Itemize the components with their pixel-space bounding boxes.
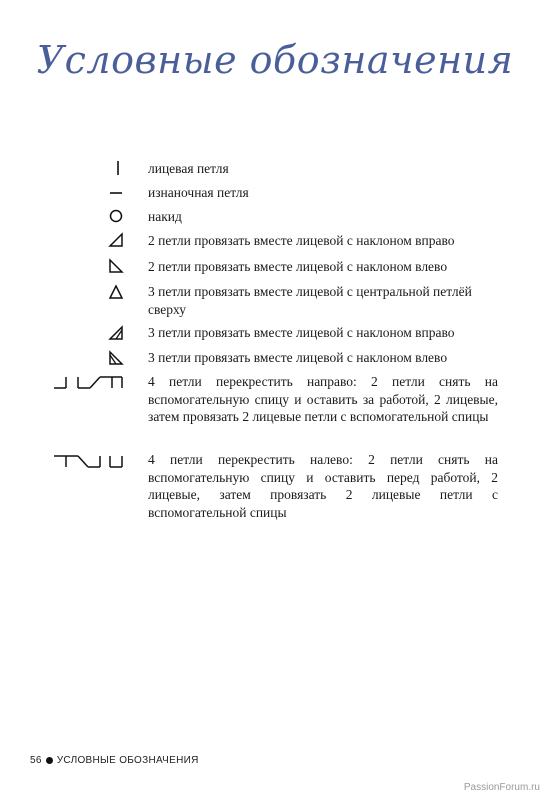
k3tog-left-icon bbox=[108, 350, 124, 366]
legend-item-text: накид bbox=[148, 209, 182, 224]
legend-item-text: 3 петли провязать вместе лицевой с наклоном вправо bbox=[148, 325, 455, 340]
section-name: УСЛОВНЫЕ ОБОЗНАЧЕНИЯ bbox=[56, 755, 199, 766]
watermark: PassionForum.ru bbox=[463, 782, 540, 793]
legend-item-text: 2 петли провязать вместе лицевой с наклоном вправо bbox=[148, 233, 455, 248]
yarn-over-icon bbox=[108, 208, 124, 224]
page-title: Условные обозначения bbox=[36, 38, 514, 82]
knit-stitch-icon bbox=[112, 160, 124, 176]
legend-item-text: изнаночная петля bbox=[148, 185, 249, 200]
legend-item-text: 3 петли провязать вместе лицевой с центральной петлёй сверху bbox=[148, 284, 472, 317]
k2tog-right-icon bbox=[108, 232, 124, 248]
page-footer bbox=[30, 755, 199, 766]
legend-item-text: 4 петли перекрестить налево: 2 петли снять на вспомогательную спицу и оставить перед работой, 2 лицевые, затем провязать 2 лицевые петли с вспомогательной спицы bbox=[148, 452, 498, 520]
legend-item-text: 4 петли перекрестить направо: 2 петли снять на вспомогательную спицу и оставить за работой, 2 лицевые, затем провязать 2 лицевые петли с вспомогательной спицы bbox=[148, 374, 498, 424]
k3tog-center-icon bbox=[108, 284, 124, 300]
k2tog-left-icon bbox=[108, 258, 124, 274]
cable-right-icon bbox=[52, 374, 126, 390]
legend-item-text: лицевая петля bbox=[148, 161, 229, 176]
bullet-icon bbox=[46, 757, 53, 764]
k3tog-right-icon bbox=[108, 325, 124, 341]
cable-left-icon bbox=[52, 453, 126, 469]
purl-stitch-icon bbox=[108, 184, 124, 200]
legend-item-text: 2 петли провязать вместе лицевой с наклоном влево bbox=[148, 259, 448, 274]
legend-item-text: 3 петли провязать вместе лицевой с наклоном влево bbox=[148, 350, 448, 365]
page-number: 56 bbox=[30, 755, 42, 766]
